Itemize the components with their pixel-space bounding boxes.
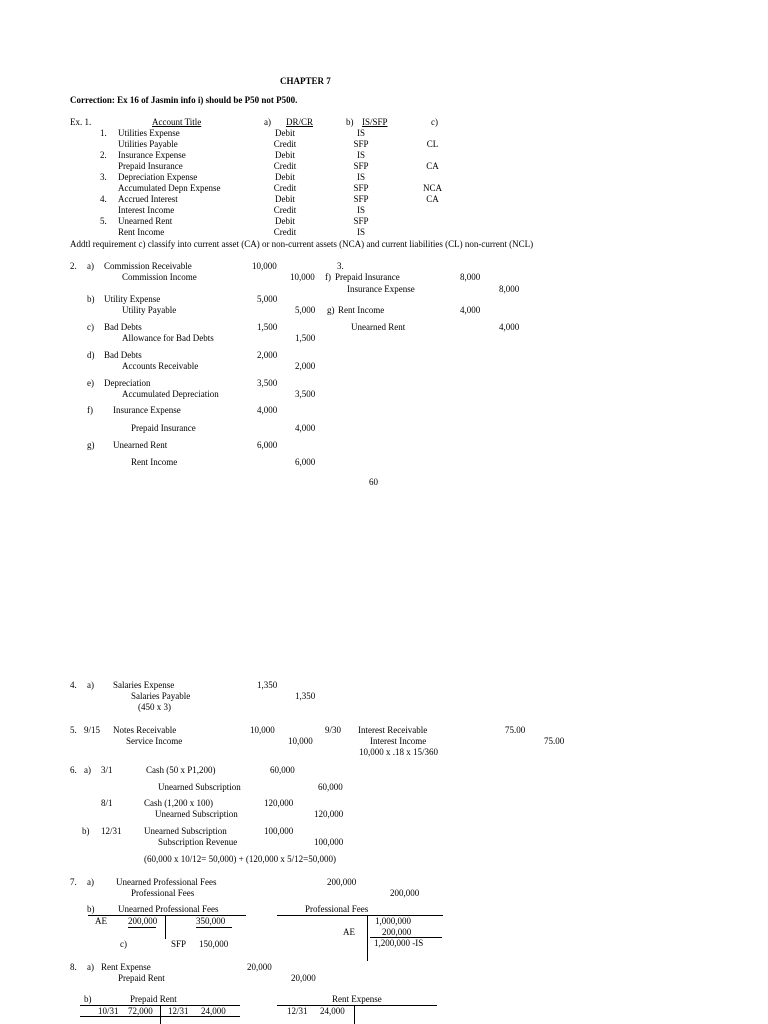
ex1-row-drcr: Debit (275, 172, 295, 182)
credit-account: Unearned Subscription (158, 782, 241, 792)
ex1-row-title: Utilities Expense (118, 128, 180, 138)
credit-amount: 4,000 (499, 322, 520, 332)
debit-amount: 100,000 (264, 826, 294, 836)
ex1-row-issfp: SFP (353, 216, 369, 226)
entry-letter: a) (84, 765, 91, 775)
debit-account: Rent Income (338, 305, 385, 315)
ex1-row-issfp: IS (356, 205, 365, 215)
entry-letter: g) (87, 440, 95, 450)
ex1-row-issfp: IS (356, 227, 365, 237)
ex1-row-title: Insurance Expense (118, 150, 186, 160)
ex1-row-title: Depreciation Expense (118, 172, 198, 182)
debit-account: Notes Receivable (113, 725, 177, 735)
ex1-row-title: Utilities Payable (118, 139, 178, 149)
t-account-title: Prepaid Rent (130, 994, 177, 1004)
credit-amount: 60,000 (318, 782, 343, 792)
ex1-header-issfp: IS/SFP (362, 117, 388, 127)
ex1-row-title: Prepaid Insurance (118, 161, 183, 171)
t-account-title: Unearned Professional Fees (118, 904, 219, 914)
ex6-number: 6. (70, 765, 77, 775)
t-account-total: 1,200,000 -IS (374, 938, 424, 948)
debit-amount: 8,000 (460, 272, 481, 282)
ex1-row-issfp: IS (356, 172, 365, 182)
debit-amount: 3,500 (257, 378, 278, 388)
credit-account: Prepaid Insurance (131, 423, 196, 433)
ex1-row-issfp: SFP (353, 194, 369, 204)
credit-account: Interest Income (370, 736, 427, 746)
ex1-row-issfp: SFP (353, 183, 369, 193)
ex1-label: Ex. 1. (70, 117, 92, 127)
ex1-row-title: Unearned Rent (118, 216, 173, 226)
credit-amount: 2,000 (295, 361, 316, 371)
t-account-left-value: 24,000 (320, 1006, 345, 1016)
t-account-right-value: 350,000 (196, 916, 226, 926)
entry-letter: a) (87, 261, 94, 271)
credit-amount: 3,500 (295, 389, 316, 399)
ex1-header-drcr: DR/CR (286, 117, 314, 127)
debit-amount: 5,000 (257, 294, 278, 304)
debit-account: Unearned Subscription (144, 826, 227, 836)
ex1-header-account-title: Account Title (152, 117, 202, 127)
credit-account: Commission Income (122, 272, 197, 282)
debit-account: Cash (1,200 x 100) (144, 798, 213, 808)
t-account-divider (160, 1005, 161, 1024)
entry-letter: a) (87, 962, 94, 972)
debit-amount: 10,000 (250, 725, 275, 735)
ex1-row-title: Accumulated Depn Expense (118, 183, 221, 193)
ex7-number: 7. (70, 877, 77, 887)
debit-account: Bad Debts (104, 350, 142, 360)
balance-label: SFP (171, 939, 187, 949)
ex1-row-num: 1. (100, 128, 107, 138)
t-account-divider (367, 915, 368, 961)
ex5-number: 5. (70, 725, 77, 735)
ex1-row-drcr: Credit (273, 205, 297, 215)
credit-account: Rent Income (131, 457, 178, 467)
credit-amount: 75.00 (544, 736, 565, 746)
entry-letter: g) (327, 305, 335, 315)
ex1-row-drcr: Credit (273, 183, 297, 193)
entry-letter: b) (84, 994, 92, 1004)
ex1-row-issfp: IS (356, 128, 365, 138)
credit-account: Salaries Payable (131, 691, 191, 701)
debit-account: Bad Debts (104, 322, 142, 332)
credit-account: Allowance for Bad Debts (122, 333, 214, 343)
entry-date: 8/1 (101, 798, 113, 808)
chapter-title: CHAPTER 7 (280, 76, 331, 86)
debit-account: Unearned Rent (113, 440, 168, 450)
debit-amount: 1,350 (257, 680, 278, 690)
entry-letter: f) (87, 405, 93, 415)
entry-date: 12/31 (101, 826, 122, 836)
debit-account: Unearned Professional Fees (116, 877, 217, 887)
ex3-number: 3. (337, 261, 344, 271)
t-account-top-line (277, 915, 443, 916)
ex1-row-title: Interest Income (118, 205, 175, 215)
entry-letter: d) (87, 350, 95, 360)
ex1-row-num: 2. (100, 150, 107, 160)
ex1-row-num: 3. (100, 172, 107, 182)
entry-letter: b) (87, 904, 95, 914)
ex1-row-class: NCA (422, 183, 442, 193)
ex1-row-drcr: Debit (275, 216, 295, 226)
credit-account: Accounts Receivable (122, 361, 199, 371)
t-account-divider (165, 915, 166, 939)
credit-amount: 10,000 (290, 272, 315, 282)
t-account-title: Rent Expense (332, 994, 382, 1004)
credit-account: Prepaid Rent (118, 973, 165, 983)
debit-amount: 10,000 (252, 261, 277, 271)
t-account-left-date: 12/31 (287, 1006, 308, 1016)
debit-amount: 20,000 (247, 962, 272, 972)
debit-account: Prepaid Insurance (335, 272, 400, 282)
entry-letter: a) (87, 877, 94, 887)
credit-account: Subscription Revenue (158, 837, 238, 847)
debit-account: Cash (50 x P1,200) (146, 765, 216, 775)
credit-amount: 100,000 (314, 837, 344, 847)
credit-amount: 4,000 (295, 423, 316, 433)
debit-account: Salaries Expense (113, 680, 175, 690)
ex1-row-drcr: Debit (275, 128, 295, 138)
ex1-row-issfp: IS (356, 150, 365, 160)
credit-amount: 200,000 (390, 888, 420, 898)
credit-amount: 5,000 (295, 305, 316, 315)
debit-amount: 200,000 (327, 877, 357, 887)
ex1-additional-note: Addtl requirement c) classify into current asset (CA) or non-current assets (NCA) and current liabilities (CL) non-current (NCL) (70, 239, 534, 249)
debit-amount: 120,000 (264, 798, 294, 808)
entry-letter: e) (87, 378, 94, 388)
correction-note: Correction: Ex 16 of Jasmin info i) should be P50 not P500. (70, 95, 298, 105)
ex4-number: 4. (70, 680, 77, 690)
ex1-row-num: 5. (100, 216, 107, 226)
t-account-right-date: 12/31 (168, 1006, 189, 1016)
balance-value: 150,000 (199, 939, 229, 949)
ex1-header-c: c) (431, 117, 438, 127)
debit-amount: 75.00 (505, 725, 526, 735)
t-account-underline (196, 927, 232, 928)
debit-account: Depreciation (104, 378, 151, 388)
debit-account: Rent Expense (101, 962, 151, 972)
entry-date: 9/15 (84, 725, 101, 735)
t-account-left-date: 10/31 (98, 1006, 119, 1016)
debit-amount: 1,500 (257, 322, 278, 332)
credit-amount: 20,000 (291, 973, 316, 983)
entry-date: 9/30 (325, 725, 342, 735)
entry-letter: c) (120, 939, 127, 949)
ex1-row-drcr: Credit (273, 139, 297, 149)
ex1-row-drcr: Debit (275, 150, 295, 160)
credit-account: Insurance Expense (347, 284, 415, 294)
t-account-left-label: AE (343, 927, 355, 937)
ex1-row-num: 4. (100, 194, 107, 204)
debit-account: Commission Receivable (104, 261, 192, 271)
ex8-number: 8. (70, 962, 77, 972)
ex1-row-class: CL (426, 139, 439, 149)
credit-account: Unearned Rent (351, 322, 406, 332)
credit-account: Service Income (126, 736, 183, 746)
credit-amount: 6,000 (295, 457, 316, 467)
t-account-left-value: 200,000 (128, 916, 158, 926)
debit-amount: 60,000 (270, 765, 295, 775)
debit-amount: 4,000 (257, 405, 278, 415)
credit-amount: 10,000 (288, 736, 313, 746)
entry-letter: b) (87, 294, 95, 304)
credit-amount: 120,000 (314, 809, 344, 819)
computation: (60,000 x 10/12= 50,000) + (120,000 x 5/12=50,000) (144, 854, 336, 864)
ex2-number: 2. (70, 261, 77, 271)
t-account-left-value: 72,000 (128, 1006, 153, 1016)
page-number: 60 (369, 477, 378, 487)
debit-account: Utility Expense (104, 294, 161, 304)
t-account-underline (128, 927, 156, 928)
entry-letter: b) (82, 826, 90, 836)
ex1-row-drcr: Credit (273, 227, 297, 237)
credit-account: Accumulated Depreciation (122, 389, 219, 399)
t-account-title: Professional Fees (305, 904, 369, 914)
ex1-row-issfp: SFP (353, 139, 369, 149)
entry-date: 3/1 (101, 765, 113, 775)
credit-amount: 1,350 (295, 691, 316, 701)
credit-amount: 8,000 (499, 284, 520, 294)
ex1-row-issfp: SFP (353, 161, 369, 171)
entry-letter: c) (87, 322, 94, 332)
t-account-divider (354, 1005, 355, 1024)
entry-letter: f) (325, 272, 331, 282)
ex1-row-title: Accrued Interest (118, 194, 178, 204)
t-account-left-label: AE (95, 916, 107, 926)
credit-account: Unearned Subscription (155, 809, 238, 819)
ex1-row-class: CA (426, 194, 439, 204)
debit-amount: 2,000 (257, 350, 278, 360)
ex1-row-class: CA (426, 161, 439, 171)
ex1-row-drcr: Debit (275, 194, 295, 204)
debit-amount: 6,000 (257, 440, 278, 450)
ex1-row-title: Rent Income (118, 227, 165, 237)
debit-account: Insurance Expense (113, 405, 181, 415)
computation: 10,000 x .18 x 15/360 (359, 747, 439, 757)
t-account-right-value: 1,000,000 (375, 916, 411, 926)
credit-account: Utility Payable (122, 305, 177, 315)
credit-account: Professional Fees (131, 888, 195, 898)
entry-letter: a) (87, 680, 94, 690)
t-account-bottom-line (80, 1016, 240, 1017)
ex1-header-a-prefix: a) (264, 117, 271, 127)
t-account-right-value: 200,000 (382, 927, 412, 937)
debit-account: Interest Receivable (358, 725, 428, 735)
credit-amount: 1,500 (295, 333, 316, 343)
t-account-right-value: 24,000 (201, 1006, 226, 1016)
ex1-row-drcr: Credit (273, 161, 297, 171)
ex1-header-b-prefix: b) (346, 117, 354, 127)
debit-amount: 4,000 (460, 305, 481, 315)
computation: (450 x 3) (138, 702, 171, 712)
